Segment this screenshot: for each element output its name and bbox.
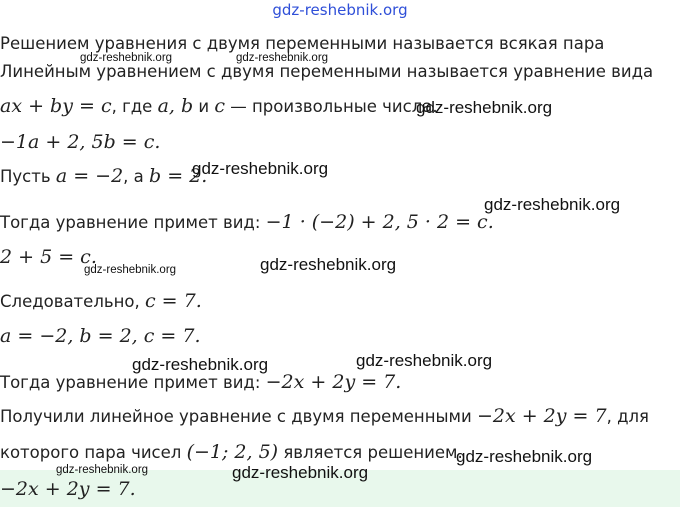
- watermark: gdz-reshebnik.org: [80, 52, 173, 64]
- watermark: gdz-reshebnik.org: [84, 264, 177, 276]
- substitution-math: −1 · (−2) + 2, 5 · 2 = c.: [265, 211, 494, 233]
- watermark: gdz-reshebnik.org: [416, 98, 553, 117]
- values-math: a = −2, b = 2, c = 7.: [0, 325, 201, 347]
- assumption-line: [0, 165, 207, 188]
- sum-line: [0, 246, 97, 269]
- watermark: gdz-reshebnik.org: [56, 464, 149, 476]
- coeff-c-math: c: [214, 95, 226, 117]
- watermark: gdz-reshebnik.org: [236, 52, 329, 64]
- pair-math: (−1; 2, 5): [186, 441, 279, 463]
- a-value-math: a = −2: [55, 165, 124, 187]
- site-watermark-link[interactable]: gdz-reshebnik.org: [272, 1, 408, 19]
- final-statement-tail: , для: [606, 407, 649, 426]
- pair-tail: является решением.: [278, 443, 463, 462]
- substitution-line: [0, 211, 494, 234]
- answer-line: [0, 478, 136, 501]
- result-equation-math: −2x + 2y = 7.: [265, 371, 402, 393]
- final-equation-math: −2x + 2y = 7: [476, 405, 607, 427]
- given-equation-math: −1a + 2, 5b = c.: [0, 131, 161, 153]
- watermark: gdz-reshebnik.org: [232, 463, 369, 482]
- pair-text: которого пара чисел: [0, 443, 187, 462]
- b-value-math: b = 2.: [149, 165, 208, 187]
- watermark: gdz-reshebnik.org: [484, 195, 621, 214]
- general-form-text: , где: [111, 97, 158, 116]
- assumption-and-text: , а: [123, 167, 150, 186]
- conclusion-text: Следовательно,: [0, 292, 145, 311]
- and-text: и: [193, 97, 215, 116]
- coeff-ab-math: a, b: [157, 95, 194, 117]
- given-equation-line: [0, 131, 160, 154]
- watermark: gdz-reshebnik.org: [260, 255, 397, 274]
- final-statement-text: Получили линейное уравнение с двумя переменными: [0, 407, 477, 426]
- answer-math: −2x + 2y = 7.: [0, 478, 136, 500]
- definition-linear-equation: Линейным уравнением с двумя переменными называется уравнение вида: [0, 62, 654, 81]
- final-statement-line1: [0, 405, 649, 428]
- substitution-text: Тогда уравнение примет вид:: [0, 213, 266, 232]
- c-value-math: c = 7.: [144, 290, 202, 312]
- general-form-math: ax + by = c: [0, 95, 112, 117]
- watermark: gdz-reshebnik.org: [356, 351, 493, 370]
- values-line: [0, 325, 201, 348]
- assumption-text: Пусть: [0, 167, 56, 186]
- watermark: gdz-reshebnik.org: [192, 159, 329, 178]
- watermark: gdz-reshebnik.org: [132, 355, 269, 374]
- conclusion-line: [0, 290, 202, 313]
- final-statement-line2: [0, 441, 463, 464]
- arbitrary-numbers-text: — произвольные числа.: [225, 97, 438, 116]
- general-form-line: [0, 95, 438, 118]
- sum-math: 2 + 5 = c.: [0, 246, 97, 268]
- result-equation-text: Тогда уравнение примет вид:: [0, 373, 266, 392]
- watermark: gdz-reshebnik.org: [456, 447, 593, 466]
- definition-solution: Решением уравнения с двумя переменными называется всякая пара: [0, 34, 605, 53]
